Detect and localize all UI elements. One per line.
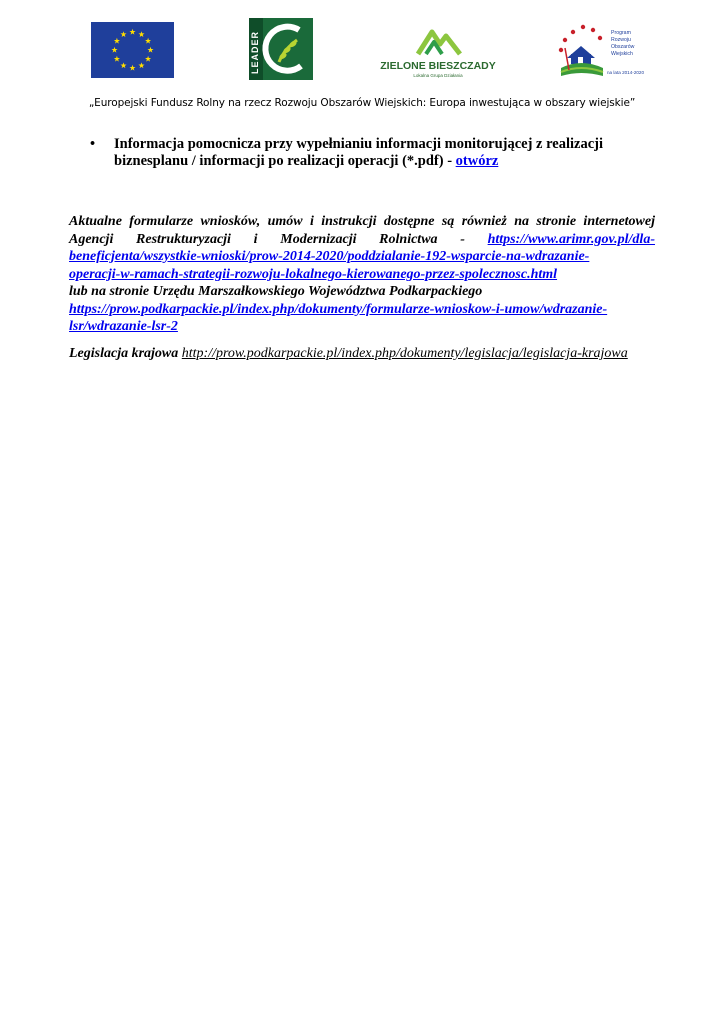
forms-paragraph bbox=[69, 213, 655, 336]
leader-logo-icon bbox=[249, 18, 313, 80]
arimr-link-part3[interactable]: operacji-w-ramach-strategii-rozwoju-lokalnego-kierowanego-przez-spolecznosc.html bbox=[69, 266, 558, 282]
eu-flag-icon bbox=[91, 22, 174, 78]
open-pdf-link[interactable]: otwórz bbox=[455, 153, 499, 169]
zielone-bieszczady-logo-icon bbox=[380, 22, 496, 80]
bullet-dot: • bbox=[90, 136, 96, 152]
bullet-text bbox=[114, 136, 650, 170]
arimr-link-part2[interactable]: beneficjenta/wszystkie-wnioski/prow-2014-2020/poddzialanie-192-wsparcie-na-wdrazanie- bbox=[69, 249, 590, 264]
zielone-bieszczady-subtext: Lokalna Grupa Działania bbox=[413, 73, 463, 78]
prow-line-2: Rozwoju bbox=[611, 37, 631, 43]
zielone-bieszczady-text: ZIELONE BIESZCZADY bbox=[380, 60, 496, 72]
leader-logo-text: LEADER bbox=[250, 30, 260, 74]
prow-line-4: Wiejskich bbox=[611, 51, 633, 57]
bullet-text-line1: Informacja pomocnicza przy wypełnianiu informacji monitorującej z realizacji bbox=[114, 136, 604, 152]
prow-line-1: Program bbox=[611, 30, 631, 36]
forms-line1: Aktualne formularze wniosków, umów i instrukcji dostępne są również na stronie internetowej bbox=[69, 214, 655, 229]
header-logos bbox=[0, 18, 724, 84]
prow-line-3: Obszarów bbox=[611, 44, 635, 50]
urzad-text: lub na stronie Urzędu Marszałkowskiego Województwa Podkarpackiego bbox=[69, 284, 483, 299]
bullet-item bbox=[90, 136, 650, 170]
prow-logo-icon bbox=[555, 18, 655, 82]
prow-line-5: na lata 2014-2020 bbox=[607, 70, 645, 75]
arimr-text: Agencji Restrukturyzacji i Modernizacji Rolnictwa - bbox=[69, 231, 488, 247]
legislation-link[interactable]: http://prow.podkarpackie.pl/index.php/dokumenty/legislacja/legislacja-krajowa bbox=[181, 346, 628, 361]
prow-link-part1[interactable]: https://prow.podkarpackie.pl/index.php/dokumenty/formularze-wnioskow-i-umow/wdrazanie- bbox=[69, 301, 608, 317]
program-motto: „Europejski Fundusz Rolny na rzecz Rozwoju Obszarów Wiejskich: Europa inwestująca w obszary wiejskie” bbox=[88, 97, 636, 109]
forms-line2 bbox=[69, 231, 655, 249]
arimr-link-part1[interactable]: https://www.arimr.gov.pl/dla- bbox=[487, 231, 655, 247]
legislation-line bbox=[69, 346, 669, 362]
bullet-text-line2: biznesplanu / informacji po realizacji operacji (*.pdf) - bbox=[114, 153, 456, 169]
prow-link-part2[interactable]: lsr/wdrazanie-lsr-2 bbox=[69, 319, 178, 334]
legislation-label: Legislacja krajowa bbox=[69, 346, 179, 361]
